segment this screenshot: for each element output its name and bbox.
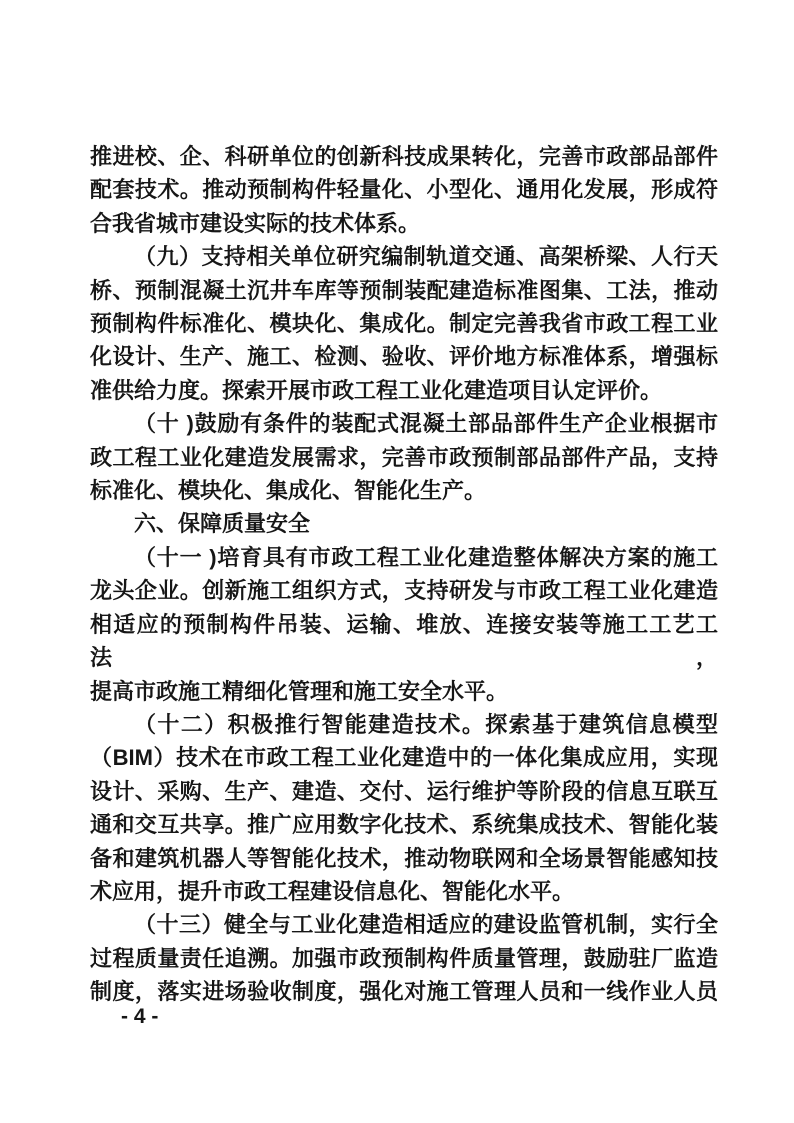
text-line: （十二）积极推行智能建造技术。探索基于建筑信息模型 — [134, 711, 718, 737]
text-line: 合我省城市建设实际的技术体系。 — [90, 210, 421, 236]
text-line: （十 )鼓励有条件的装配式混凝土部品部件生产企业根据市 — [134, 411, 718, 437]
text-line: 制度，落实进场验收制度，强化对施工管理人员和一线作业人员 — [90, 979, 718, 1005]
text-line: 政工程工业化建造发展需求，完善市政预制部品部件产品，支持 — [90, 444, 718, 470]
text-line: 相适应的预制构件吊装、运输、堆放、连接安装等施工工艺工法， — [90, 611, 718, 671]
text-line: 过程质量责任追溯。加强市政预制构件质量管理，鼓励驻厂监造 — [90, 945, 718, 971]
text-line: 准供给力度。探索开展市政工程工业化建造项目认定评价。 — [90, 377, 663, 403]
section-heading-line: 六、保障质量安全 — [134, 511, 311, 537]
text-line: 提高市政施工精细化管理和施工安全水平。 — [90, 678, 509, 704]
para-item-12 — [90, 708, 718, 908]
para-item-13 — [90, 908, 718, 1008]
para-item-11 — [90, 541, 718, 708]
text-line: 推进校、企、科研单位的创新科技成果转化，完善市政部品部件 — [90, 144, 718, 169]
text-line: 备和建筑机器人等智能化技术，推动物联网和全场景智能感知技 — [90, 845, 718, 871]
document-body — [90, 140, 718, 1009]
text-line: 通和交互共享。推广应用数字化技术、系统集成技术、智能化装 — [90, 812, 718, 838]
text-line: （九）支持相关单位研究编制轨道交通、高架桥梁、人行天 — [134, 244, 718, 270]
text-line: （十一 )培育具有市政工程工业化建造整体解决方案的施工 — [134, 544, 718, 570]
text-line: 标准化、模块化、集成化、智能化生产。 — [90, 478, 487, 504]
text-line: 术应用，提升市政工程建设信息化、智能化水平。 — [90, 878, 575, 904]
section-heading — [90, 507, 718, 540]
text-line: 化设计、生产、施工、检测、验收、评价地方标准体系，增强标 — [90, 344, 718, 370]
text-line: （十三）健全与工业化建造相适应的建设监管机制，实行全 — [134, 912, 718, 938]
text-line: 预制构件标准化、模块化、集成化。制定完善我省市政工程工业 — [90, 311, 718, 337]
para-item-10 — [90, 407, 718, 507]
para-item-9 — [90, 240, 718, 407]
text-line: 龙头企业。创新施工组织方式，支持研发与市政工程工业化建造 — [90, 578, 718, 604]
text-line: 桥、预制混凝土沉井车库等预制装配建造标准图集、工法，推动 — [90, 277, 718, 303]
text-line: 配套技术。推动预制构件轻量化、小型化、通用化发展，形成符 — [90, 177, 718, 203]
text-line: （BIM）技术在市政工程工业化建造中的一体化集成应用，实现 — [90, 745, 719, 771]
page-number: - 4 - — [121, 1005, 159, 1028]
text-line: 设计、采购、生产、建造、交付、运行维护等阶段的信息互联互 — [90, 778, 718, 804]
para-continuation — [90, 140, 718, 240]
